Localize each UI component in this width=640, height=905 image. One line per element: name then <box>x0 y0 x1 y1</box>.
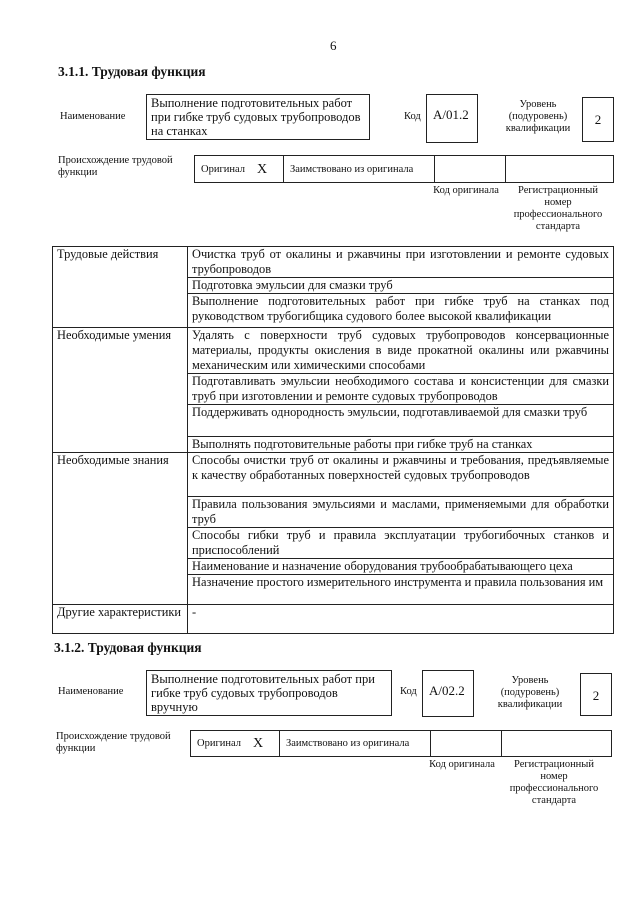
orig-code-caption: Код оригинала <box>429 759 495 770</box>
knowledge-item: Наименование и назначение оборудования трубообрабатывающего цеха <box>188 559 614 575</box>
skill-item: Подготавливать эмульсии необходимого состава и консистенции для смазки труб при изготовлении и ремонте судовых трубопроводов <box>188 374 614 405</box>
knowledge-label: Необходимые знания <box>53 453 188 605</box>
name-label: Наименование <box>58 686 124 697</box>
knowledge-item: Назначение простого измерительного инструмента и правила пользования им <box>188 575 614 605</box>
skill-item: Удалять с поверхности труб судовых трубопроводов консервационные материалы, продукты окисления в виде прокатной окалины или ржавчины механическим или химическими способами <box>188 328 614 374</box>
original-code-cell <box>435 156 506 183</box>
origin-table <box>190 730 612 757</box>
code-label: Код <box>400 686 417 697</box>
original-mark: X <box>247 731 280 757</box>
knowledge-item: Способы гибки труб и правила эксплуатации трубогибочных станков и приспособлений <box>188 528 614 559</box>
knowledge-item: Правила пользования эмульсиями и маслами, применяемыми для обработки труб <box>188 497 614 528</box>
page-number: 6 <box>330 38 337 53</box>
borrowed-label: Заимствовано из оригинала <box>280 731 431 757</box>
original-mark: X <box>251 156 284 183</box>
code-value: A/02.2 <box>422 670 474 717</box>
reg-number-cell <box>502 731 612 757</box>
skill-item: Поддерживать однородность эмульсии, подготавливаемой для смазки труб <box>188 405 614 437</box>
level-label: Уровень (подуровень) квалификации <box>497 675 563 710</box>
knowledge-item: Способы очистки труб от окалины и ржавчины и требования, предъявляемые к качеству обработанных поверхностей судовых трубопроводов <box>188 453 614 497</box>
actions-label: Трудовые действия <box>53 247 188 328</box>
function-name: Выполнение подготовительных работ при гибке труб судовых трубопроводов вручную <box>146 670 392 716</box>
code-value: A/01.2 <box>426 94 478 143</box>
function-name: Выполнение подготовительных работ при гибке труб судовых трубопроводов на станках <box>146 94 370 140</box>
other-value: - <box>188 605 614 634</box>
action-item: Выполнение подготовительных работ при гибке труб на станках под руководством трубогибщика судового более высокой квалификации <box>188 294 614 328</box>
skills-label: Необходимые умения <box>53 328 188 453</box>
original-code-cell <box>431 731 502 757</box>
code-label: Код <box>404 111 421 122</box>
section-heading: 3.1.1. Трудовая функция <box>58 64 206 79</box>
action-item: Подготовка эмульсии для смазки труб <box>188 278 614 294</box>
origin-table <box>194 155 614 183</box>
borrowed-label: Заимствовано из оригинала <box>284 156 435 183</box>
name-label: Наименование <box>60 111 126 122</box>
original-label: Оригинал <box>191 731 248 757</box>
section-heading: 3.1.2. Трудовая функция <box>54 640 202 655</box>
level-value: 2 <box>582 97 614 142</box>
reg-number-cell <box>506 156 614 183</box>
level-label: Уровень (подуровень) квалификации <box>505 99 571 134</box>
origin-label: Происхождение трудовой функции <box>58 155 173 178</box>
reg-number-caption: Регистрационный номер профессионального стандарта <box>509 759 599 806</box>
origin-label: Происхождение трудовой функции <box>56 731 171 754</box>
reg-number-caption: Регистрационный номер профессионального стандарта <box>513 185 603 232</box>
function-details-table <box>52 246 614 634</box>
level-value: 2 <box>580 673 612 716</box>
other-label: Другие характеристики <box>53 605 188 634</box>
orig-code-caption: Код оригинала <box>433 185 499 196</box>
original-label: Оригинал <box>195 156 252 183</box>
skill-item: Выполнять подготовительные работы при гибке труб на станках <box>188 437 614 453</box>
action-item: Очистка труб от окалины и ржавчины при изготовлении и ремонте судовых трубопроводов <box>188 247 614 278</box>
